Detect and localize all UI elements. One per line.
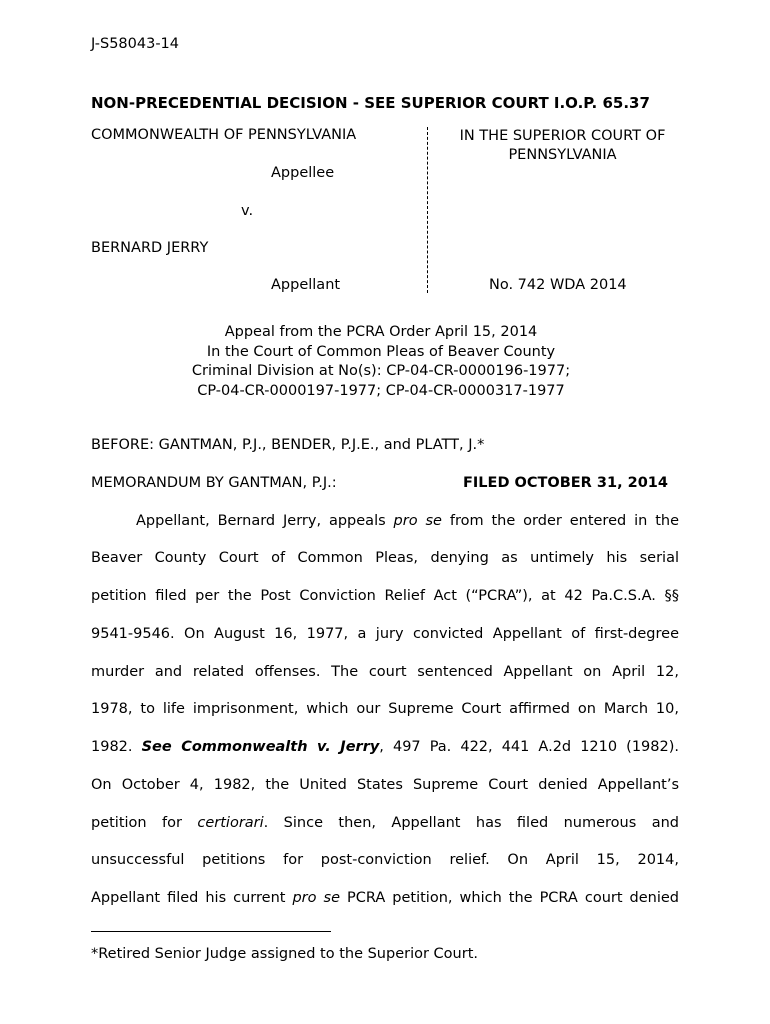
appeal-line: Criminal Division at No(s): CP-04-CR-0000196-1977;: [191, 363, 571, 379]
docket-number: No. 742 WDA 2014: [489, 277, 627, 293]
appellant-label: Appellant: [271, 277, 341, 293]
body-line: [91, 890, 679, 906]
court-name: IN THE SUPERIOR COURT OF PENNSYLVANIA: [459, 128, 666, 163]
appeal-line: Appeal from the PCRA Order April 15, 2014: [224, 324, 538, 340]
body-text: Appellant filed his current: [91, 890, 293, 906]
body-line: Beaver County Court of Common Pleas, denying as untimely his serial: [91, 550, 679, 566]
body-line: 1978, to life imprisonment, which our Supreme Court affirmed on March 10,: [91, 701, 679, 717]
body-text: PCRA petition, which the PCRA court denied: [340, 890, 680, 906]
footnote: *Retired Senior Judge assigned to the Superior Court.: [91, 946, 478, 962]
case-citation: See Commonwealth v. Jerry: [141, 739, 380, 755]
body-line: [91, 739, 679, 755]
appeal-line: In the Court of Common Pleas of Beaver County: [206, 343, 556, 360]
body-text: Appellant, Bernard Jerry, appeals: [136, 513, 394, 529]
docket-code: J-S58043-14: [91, 36, 180, 52]
body-text: petition for: [91, 815, 198, 831]
panel-line: BEFORE: GANTMAN, P.J., BENDER, P.J.E., and PLATT, J.*: [91, 437, 485, 453]
footnote-rule: [91, 931, 331, 932]
appeal-line: CP-04-CR-0000197-1977; CP-04-CR-0000317-1977: [197, 382, 565, 399]
non-precedential-banner: NON-PRECEDENTIAL DECISION - SEE SUPERIOR COURT I.O.P. 65.37: [91, 94, 650, 112]
body-italic: certiorari: [197, 815, 264, 831]
body-line: [91, 815, 679, 831]
body-italic: pro se: [292, 890, 340, 906]
body-text: . Since then, Appellant has filed numerous and: [263, 815, 679, 831]
appellee-label: Appellee: [271, 165, 335, 181]
filed-date: FILED OCTOBER 31, 2014: [463, 475, 668, 491]
body-line: [91, 513, 679, 529]
body-text: from the order entered in the: [441, 513, 679, 529]
caption-divider: [427, 127, 428, 293]
body-italic: pro se: [393, 513, 442, 529]
appeal-info: [91, 323, 671, 401]
body-line: murder and related offenses. The court sentenced Appellant on April 12,: [91, 664, 679, 680]
body-line: On October 4, 1982, the United States Supreme Court denied Appellant’s: [91, 777, 679, 793]
body-text: 1982.: [91, 739, 142, 755]
body-line: 9541-9546. On August 16, 1977, a jury convicted Appellant of first-degree: [91, 626, 679, 642]
party-commonwealth: COMMONWEALTH OF PENNSYLVANIA: [91, 127, 357, 143]
versus-label: v.: [241, 203, 254, 219]
body-line: petition filed per the Post Conviction Relief Act (“PCRA”), at 42 Pa.C.S.A. §§: [91, 588, 679, 604]
body-text: , 497 Pa. 422, 441 A.2d 1210 (1982).: [379, 739, 679, 755]
body-line: unsuccessful petitions for post-conviction relief. On April 15, 2014,: [91, 852, 679, 868]
memorandum-author: MEMORANDUM BY GANTMAN, P.J.:: [91, 475, 337, 491]
party-defendant: BERNARD JERRY: [91, 240, 209, 256]
